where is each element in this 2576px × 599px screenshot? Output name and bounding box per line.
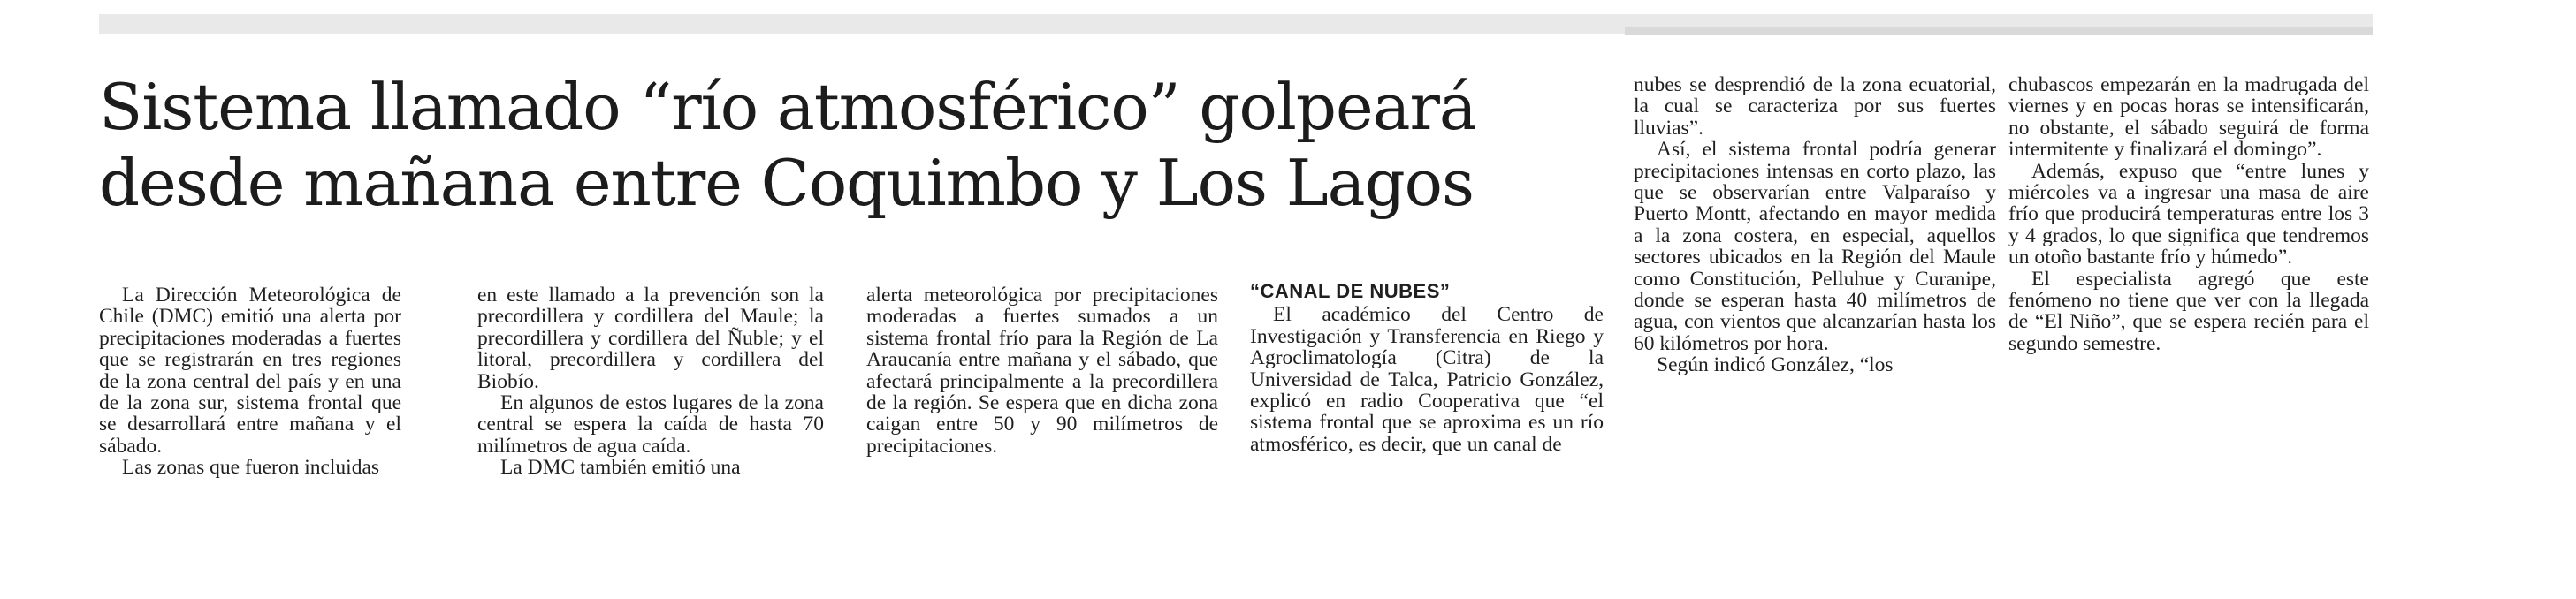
headline-line-2: desde mañana entre Coquimbo y Los Lagos (99, 146, 1474, 220)
headline-line-1: Sistema llamado “río atmosférico” golpeará (99, 70, 1476, 144)
paragraph: Así, el sistema frontal podría generar precipitaciones intensas en corto plazo, las que se observarían entre Valparaíso y Puerto Montt, afectando en mayor medida a la zona costera, en especial, aquellos sectores ubicados en la Región del Maule como Constitución, Pelluhue y Curanipe, donde se esperan hasta 40 milímetros de agua, con vientos que alcanzarían hasta los 60 kilómetros por hora. (1634, 138, 1996, 355)
article-column-1 (99, 284, 401, 479)
article-column-6 (2008, 74, 2369, 354)
paragraph: Según indicó González, “los (1657, 353, 1894, 377)
headline (99, 69, 1602, 221)
paragraph: Las zonas que fueron incluidas (122, 456, 380, 480)
article-column-4 (1250, 281, 1604, 455)
article-column-3 (866, 284, 1218, 457)
paragraph: chubascos empezarán en la madrugada del viernes y en pocas horas se intensificarán, no obstante, el sábado seguirá de forma intermitente y finalizará el domingo”. (2008, 73, 2369, 162)
top-rule-accent (1625, 27, 2373, 35)
paragraph: Además, expuso que “entre lunes y miércoles va a ingresar una masa de aire frío que producirá temperaturas entre los 3 y 4 grados, lo que significa que tendremos un otoño bastante frío y húmedo”. (2008, 159, 2369, 269)
paragraph: El especialista agregó que este fenómeno no tiene que ver con la llegada de “El Niño”, que se espera recién para el segundo semestre. (2008, 267, 2369, 355)
paragraph: La DMC también emitió una (500, 456, 741, 480)
subheading: “CANAL DE NUBES” (1250, 280, 1451, 302)
paragraph: En algunos de estos lugares de la zona central se espera la caída de hasta 70 milímetros de agua caída. (477, 391, 824, 458)
article-column-5 (1634, 74, 1996, 376)
paragraph: La Dirección Meteorológica de Chile (DMC) emitió una alerta por precipitaciones moderadas a fuertes que se registrarán en tres regiones de la zona central del país y en una de la zona sur, sistema frontal que se desarrollará entre mañana y el sábado. (99, 284, 401, 458)
paragraph: nubes se desprendió de la zona ecuatorial, la cual se caracteriza por sus fuertes lluvias”. (1634, 73, 1996, 140)
article-column-2 (477, 284, 824, 479)
paragraph: en este llamado a la prevención son la precordillera y cordillera del Maule; la precordillera y cordillera del Ñuble; y el litoral, precordillera y cordillera del Biobío. (477, 284, 824, 393)
paragraph: alerta meteorológica por precipitaciones moderadas a fuertes sumados a un sistema frontal frío para la Región de La Araucanía entre mañana y el sábado, que afectará principalmente a la precordillera de la región. Se espera que en dicha zona caigan entre 50 y 90 milímetros de precipitaciones. (866, 284, 1218, 458)
paragraph: El académico del Centro de Investigación y Transferencia en Riego y Agroclimatología (Citra) de la Universidad de Talca, Patricio González, explicó en radio Cooperativa que “el sistema frontal que se aproxima es un río atmosférico, es decir, que un canal de (1250, 303, 1604, 456)
